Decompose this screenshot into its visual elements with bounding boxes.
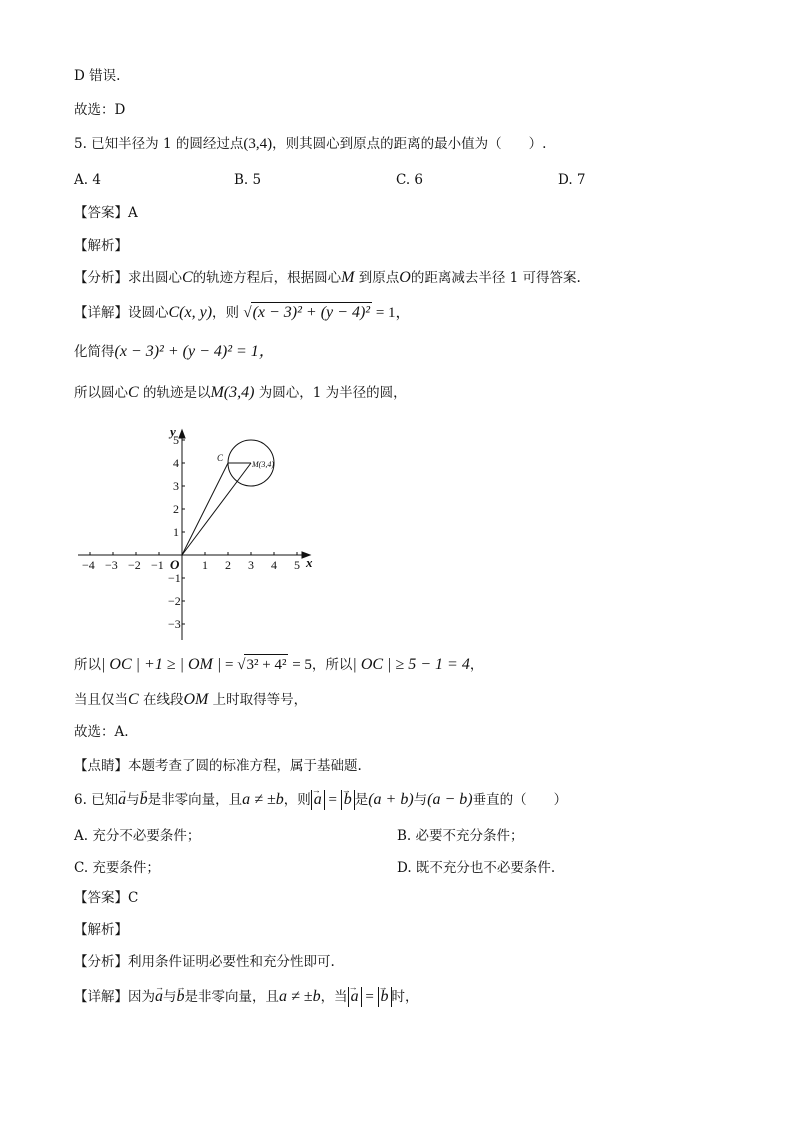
x-tick-label: −3 [105, 558, 118, 572]
option-c: C. 充要条件； [74, 860, 160, 876]
x-tick-label: −2 [128, 558, 141, 572]
x-tick-label: 1 [202, 558, 208, 572]
y-tick-label: 3 [173, 479, 179, 493]
answer-line: 【答案】A [74, 205, 138, 221]
text-line: 故选：D [74, 102, 126, 118]
x-tick-label: 4 [271, 558, 277, 572]
option-a: A. 充分不必要条件； [74, 828, 201, 844]
inequality-line: 所以| OC | +1 ≥ | OM | = √3² + 4² = 5，所以| OC | ≥ 5 − 1 = 4， [74, 656, 484, 673]
origin-label: O [170, 557, 180, 572]
y-tick-label: 4 [173, 456, 179, 470]
point-m-label: M(3,4) [252, 460, 274, 469]
equality-line: 当且仅当C 在线段OM 上时取得等号， [74, 691, 308, 708]
y-tick-label: 1 [173, 525, 179, 539]
dianjing-line: 【点睛】本题考查了圆的标准方程，属于基础题. [74, 758, 362, 774]
y-tick-label: −1 [168, 571, 181, 585]
simplify-line: 化简得(x − 3)² + (y − 4)² = 1， [74, 343, 275, 360]
question-6-stem: 6. 已知→ a与→ b是非零向量，且a ≠ ±b，则→ a = → b 是(a + b)与(a − b)垂直的（ ） [74, 790, 567, 810]
option-b: B. 5 [234, 172, 262, 188]
locus-line: 所以圆心C 的轨迹是以M(3,4) 为圆心，1 为半径的圆， [74, 384, 407, 401]
option-c: C. 6 [396, 172, 424, 188]
x-axis-label: x [306, 555, 313, 570]
y-tick-label: 2 [173, 502, 179, 516]
x-tick-label: −1 [151, 558, 164, 572]
option-a: A. 4 [74, 172, 101, 188]
analysis-xiangjie: 【详解】因为→ a与→ b是非零向量，且a ≠ ±b，当→ a = → b 时， [74, 987, 419, 1007]
option-d: D. 7 [558, 172, 586, 188]
option-b: B. 必要不充分条件； [397, 828, 524, 844]
question-5-stem: 5. 已知半径为 1 的圆经过点(3,4)，则其圆心到原点的距离的最小值为（ ）. [74, 136, 547, 152]
option-d: D. 既不充分也不必要条件. [397, 860, 556, 876]
point-c-label: C [217, 453, 224, 463]
text-line: D 错误. [74, 68, 121, 84]
choose-line: 故选：A. [74, 724, 129, 740]
analysis-heading: 【解析】 [74, 238, 128, 254]
x-tick-label: −4 [82, 558, 95, 572]
y-axis-arrow [179, 430, 185, 438]
x-tick-label: 2 [225, 558, 231, 572]
analysis-heading: 【解析】 [74, 922, 128, 938]
x-tick-label: 5 [294, 558, 300, 572]
y-tick-label: −2 [168, 594, 181, 608]
analysis-fenxi: 【分析】求出圆心C的轨迹方程后，根据圆心M 到原点O的距离减去半径 1 可得答案. [74, 269, 581, 286]
x-tick-label: 3 [248, 558, 254, 572]
segment-om [182, 463, 251, 555]
y-tick-label: −3 [168, 617, 181, 631]
analysis-xiangjie: 【详解】设圆心C(x, y)，则 √(x − 3)² + (y − 4)² = 1， [74, 304, 411, 321]
y-tick-label: 5 [173, 433, 179, 447]
coordinate-figure [70, 420, 330, 645]
answer-line: 【答案】C [74, 890, 139, 906]
segment-oc [182, 463, 228, 555]
y-axis-label: y [170, 424, 176, 439]
analysis-fenxi: 【分析】利用条件证明必要性和充分性即可. [74, 954, 335, 970]
